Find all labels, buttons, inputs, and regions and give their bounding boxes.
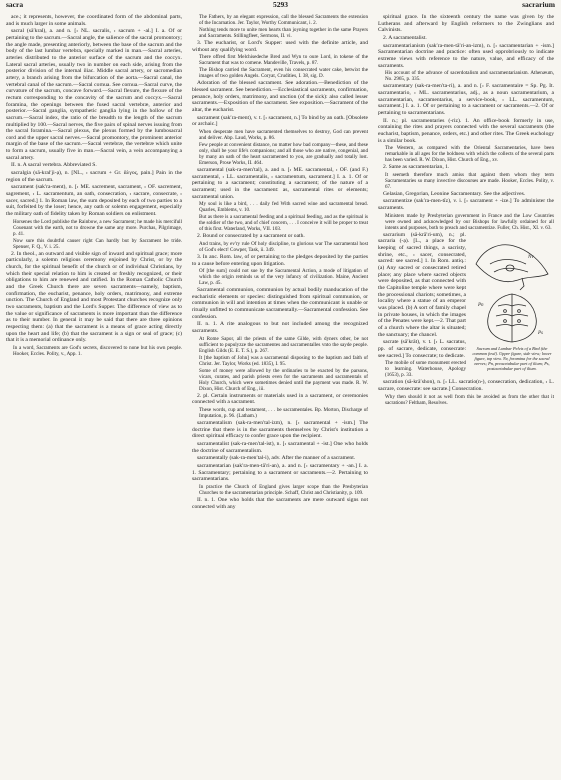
entry-text: sacrate (sā′krāt), v. t. [‹ L. sacratus, pp. of sacrare, dedicate, consecrate: see sacred.] To consecrate; to dedicate.: [378, 339, 466, 359]
entry-text: sacrament (sak′ra-ment), n. [‹ ME. sacrement, sacrament, ‹ OF. sacrement, sagrement, ‹ L. sacramentum, an oath, consecration, ‹ sacrare, consecrate, ‹ sacer, sacred.] 1. In Roman law, the sum deposited by each of two parties to a suit, forfeited by the loser; hence, any oath or solemn engagement, especially the military oath of fidelity taken by Roman soldiers on enlistment.: [6, 184, 182, 218]
quotation: When desperate men have sacramented themselves to destroy, God can prevent and deliver. Abp. Laud, Works, p. 86.: [199, 128, 368, 141]
entry-text: spiritual grace. In the sixteenth century the name was given by the Lutherans and afterward by English reformers to the Zwinglians and Calvinists.: [378, 14, 554, 34]
entry-text: 3. In anc. Rom. law, of or pertaining to the pledges deposited by the parties to a cause before entering upon litigation.: [192, 253, 368, 267]
entry-text: sacrament (sak′ra-ment), v. t. [‹ sacrament, n.] To bind by an oath. [Obsolete or archaic.]: [192, 114, 368, 128]
entry-text: 2. Bound or consecrated by a sacrament or oath.: [197, 233, 305, 240]
entry-text: 2. pl. Certain instruments or materials used in a sacrament, or ceremonies connected with a sacrament.: [192, 392, 368, 406]
entry-text: Adoration of the blessed sacrament. See adoration.—Benediction of the blessed sacrament. See benediction.—Ecclesiastical sacraments, confirmation, penance, holy orders, matrimony, and unction (of the sick): also called lesser sacraments.—Exposition of the sacrament. See exposition.—Sacrament of the altar, the eucharist.: [192, 80, 368, 113]
entry-text: sacramentize (sak′ra-men-tīz), v. i. [‹ sacrament + -ize.] To administer the sacraments.: [378, 198, 554, 212]
quotation: The mobile of some monument erected to learning. Waterhouse, Apology (1653), p. 33.: [385, 360, 466, 379]
quotation: His account of the advance of sacerdotalism and sacramentarianism. Athenæum, No. 2965, p. 335.: [385, 70, 554, 83]
entry-text: sacramentarian (sak′ra-men-tā′ri-an), a. and n. [‹ sacramentary + -an.] I. a. 1. Sacramentary; pertaining to a sacrament or sacraments.—2. Pertaining to sacramentarians.: [192, 463, 368, 483]
sacrum-side-view: [476, 245, 548, 290]
entry-text: sacral (sā′kral), a. and n. [‹ NL. sacralis, ‹ sacrum + -al.] I. a. Of or pertaining to the sacrum.—Sacral angle, the salience of the sacral promontory; the angle made, presenting anteriorly, between the base of the sacrum and the body of the last lumbar vertebra, specially marked in man.—Sacral arteries, arteries distributed to the anterior surface of the sacrum and the coccyx. Lateral sacral arteries, usually two in number on each side, arising from the posterior division of the internal iliac. Middle sacral artery, or sacromedian artery, a branch arising from the bifurcation of the aorta.—Sacral canal, the vertebral canal of the sacrum.—Sacral cornua. See cornua.—Sacral curve, the curvature of the sacrum, concave forward.—Sacral flexure, the flexure of the rectum corresponding to the concavity of the sacrum and coccyx.—Sacral foramina, the openings between the fused sacral vertebræ, anterior and posterior.—Sacral ganglia, sympathetic ganglia lying in the hollow of the sacrum.—Sacral index, the ratio of the breadth to the length of the sacrum multiplied by 100.—Sacral nerves, the five pairs of spinal nerves issuing from the sacral foramina.—Sacral plexus, the plexus formed by the lumbosacral cord and the upper sacral nerves.—Sacral promontory, the prominent anterior margin of the base of the sacrum.—Sacral vertebræ, the vertebræ which unite to form a sacrum, usually five in man.—Sacral vein, a vein accompanying a sacral artery.: [6, 28, 182, 161]
page-number: 5293: [273, 0, 288, 9]
quotation: There offred first Melchisedeche Bred and Wyn to oure Lord, in tokene of the Sacrament that was to comene. Mandeville, Travels, p. 87.: [199, 54, 368, 67]
entry-text: 3. The eucharist, or Lord's Supper: used with the definite article, and without any qualifying word.: [192, 40, 368, 53]
sacrum-top-view: [488, 294, 537, 342]
entry-text: II. n.; pl. sacramentaries (-riz). 1. An office-book formerly in use, containing the rites and prayers connected with the several sacraments (the eucharist, baptism, penance, orders, etc.) and other rites. The Greek euchology is a similar book.: [378, 117, 554, 144]
quotation: The Western, as compared with the Oriental Sacramentaries, have been remarkable in all ages for the boldness with which the collects of the several parts has been varied. R. W. Dixon, Hist. Church of Eng., xv.: [385, 145, 554, 164]
quotation: The Fathers, by an elegant expression, call the blessed Sacraments the extension of the Incarnation. Jer. Taylor, Worthy Communicant, i. 2.: [199, 14, 368, 26]
quotation: Ministers made by Presbyterian government in France and the Low Countries were owned and acknowledged by our Bishops for lawfully ordained for all intents and purposes, both to preach and sacramentize. Fuller, Ch. Hist., XI. v. 63.: [385, 212, 554, 231]
quotation: Horsenes the Lord publishe the Rainbow, a new Sacrament; he made his mercifull Couenant with the earth, not to drowne the same any more. Purchas, Pilgrimage, p. 41.: [13, 218, 182, 237]
label-nv: Nv: [528, 254, 534, 260]
entry-text: sacration (sā-krā′shon), n. [‹ LL. sacratio(n-), consecration, dedication, ‹ L. sacrare, consecrate: see sacrate.] Consecration.: [378, 379, 554, 392]
sacrum-illustration: [470, 234, 554, 371]
entry-text: 2. In theol., an outward and visible sign of inward and spiritual grace; more particularly, a solemn religious ceremony enjoined by Christ, or by the church, for the spiritual benefit of the church or of individual Christians, by which their special relation to him is created or freshly recognized, or their obligations to him are renewed and ratified. In the Roman Catholic Church and the Greek Church there are seven sacraments—namely, baptism, confirmation, the eucharist, penance, holy orders, matrimony, and extreme unction. The Church of England and most Protestant churches recognize only two sacraments, baptism and the Lord's Supper. The difference of view as to the value or significance of sacraments is more important than the difference as to their number. In general it may be said that there are three opinions respecting them: (a) that the sacrament is a means of grace acting directly upon the heart and life; (b) that the sacrament is a sign or seal of grace; (c) that it is a memorial ordinance only.: [6, 250, 182, 344]
entry-text: sacramentally (sak-ra-men′tal-i), adv. After the manner of a sacrament.: [197, 455, 356, 462]
column-middle: [192, 14, 368, 776]
entry-text: sacramentarianism (sak′ra-men-tā′ri-an-izm), n. [‹ sacramentarian + -ism.] Sacramentarian doctrine and practice: often used opprobriously to indicate extreme views with reference to the nature, value, and efficacy of the sacraments.: [378, 42, 554, 69]
running-header: [6, 2, 555, 12]
label-ps: Ps: [538, 330, 543, 336]
quotation: In a word, Sacraments are God's secrets, discovered to none but his own people. Hooker, Eccles. Polity, v., App. 1.: [13, 344, 182, 357]
column-right: [378, 14, 554, 776]
entry-text: II. n. A sacral vertebra. Abbreviated S.: [11, 162, 97, 169]
entry-text: sacramentalism (sak-ra-men′tal-izm), n. [‹ sacramental + -ism.] The doctrine that there is in the sacraments themselves by Christ's institution a direct spiritual efficacy to confer grace upon the recipient.: [192, 420, 368, 440]
sacrum-drawing: [470, 234, 554, 346]
quotation: My soul is like a bird, . . . daily fed With sacred wine and sacramental bread. Quarles, Emblems, v. 10.: [199, 201, 368, 214]
entry-text: sacramentalist (sak-ra-men′tal-ist), n. [‹ sacramental + -ist.] One who holds the doctrine of sacramentalism.: [192, 441, 368, 454]
quotation: But as there is a sacramental feeding and a spiritual feeding, and as the spiritual is the soldier of the two, and of chief concern, . . . I conceive it will be proper to treat of this first. Waterland, Works, VII. 103.: [199, 214, 368, 233]
quotation: It seemeth therefore much amiss that against them whom they term Sacramentaries so many invective discourses are made. Hooker, Eccles. Polity, v. 67.: [385, 171, 554, 190]
column-left: [6, 14, 182, 776]
entry-text: ace.; it represents, however, the coordinated form of the abdominal parts, and is much larger in some animals.: [6, 14, 182, 27]
entry-text: sacralgia (sā-kral′ji-ạ), n. [NL., ‹ sacrum + Gr. ἄλγος, pain.] Pain in the region of the sacrum.: [6, 170, 182, 183]
quotation: At Rome Sapor, all the priests of the same Gilde, with dyners other, be not sufficient to pupulyzze the sacramentes and sacramentalles vnto the sayde people. English Gilds (E. E. T. S.), p. 267.: [199, 335, 368, 354]
quotation: Of [the sum] could not sue by the Sacramental Action, a mode of litigation of which the origin reminds us of the very infancy of civilization. Maine, Ancient Law, p. 45.: [199, 268, 368, 287]
guideword-right: sacrarium: [522, 0, 555, 9]
quotation: The Bishop carried the Sacrament, even his consecrated water cake, betwixt the images of two golden Angels. Coryat, Crudities, I. 38, sig. D.: [199, 67, 368, 80]
quotation: Now sure this doubtful causer right Can hardly but by Sacrament be tride. Spenser, F. Q., V. i. 25.: [13, 237, 182, 250]
entry-text: sacramental (sak-ra-men′tal), a. and n. [‹ ME. sacramental, ‹ OF. (and F.) sacramental, ‹ LL. sacramentalis, ‹ sacramentum, sacrament.] I. a. 1. Of or pertaining to a sacrament; constituting a sacrament; of the nature of a sacrament; used in the sacrament: as, sacramental rites or elements; sacramental union.: [192, 166, 368, 200]
entry-text: sacramentary (sak-ra-men′ta-ri), a. and n. [‹ F. sacramentaire = Sp. Pg. It. sacramentario, ‹ ML. sacramentarius, adj., as a noun sacramentarium, a sacramentarian, sacramentarius, a service-book, ‹ LL. sacramentum, sacrament.] I. a. 1. Of or pertaining to a sacrament or sacraments.—2. Of or pertaining to sacramentarians.: [378, 83, 554, 116]
label-pn: Pn: [478, 302, 484, 308]
entry-text: 2. A sacramentalist.: [383, 34, 427, 41]
quotation: Some of money were allowed by the ordinaries to be exacted by the parsons, vicars, curates, and parish priests even for the sacraments and sacramentals of Holy Church, which were sometimes denied until the payment was made. R. W. Dixon, Hist. Church of Eng., iii.: [199, 367, 368, 392]
entry-text: 2. Same as sacramentarian, 1.: [383, 164, 450, 171]
entry-text: II. n. 1. One who holds that the sacraments are mere outward signs not connected with any: [192, 496, 368, 510]
quotation: These words, cup and testament, . . . be sacramentales. Bp. Morton, Discharge of Imputation, p. 96. (Latham.): [199, 407, 368, 420]
guideword-left: sacra: [6, 0, 24, 9]
quotation: In practice the Church of England gives larger scope than the Presbyterian Churches to the sacramentarian principle. Schaff, Christ and Christianity, p. 109.: [199, 483, 368, 496]
entry-text: II. n. 1. A rite analogous to but not included among the recognized sacraments.: [192, 321, 368, 335]
entry-text: Sacramental communion, communion by actual bodily manducation of the eucharistic elements or species: distinguished from spiritual communion, or communion in will and intention at times when the communicant is unable or ritually unfitted to communicate sacramentally.—Sacramental confession. See confession.: [192, 287, 368, 320]
quotation: Nothing tends more to unite men hearts than joyning together in the same Prayers and Sacraments. Stillingfleet, Sermons, II. vi.: [199, 27, 368, 39]
quotation: And trains, by ev'ry rule Of holy discipline, to glorious war The sacramental host of God's elect! Cowper, Task, ii. 349.: [199, 240, 368, 253]
entry-text: sacrarium (sā-krā′ri-um), n.; pl. sacraria (-ạ). [L., a place for the keeping of sacred things, a sacristy, shrine, etc., ‹ sacer, consecrated, sacred: see sacred.] 1. In Rom. antiq.: (a) Any sacred or consecrated retired place; any place where sacred objects were deposited, as that connected with the Capitoline temple where were kept the processional chariots; sometimes, a locality where a statue of an emperor was placed. (b) A sort of family chapel in private houses, in which the images of the Penates were kept.—2. That part of a church where the altar is situated; the sanctuary; the chancel.: [378, 231, 466, 338]
quotation: It [the baptism of John] was a sacramental disposing to the baptism and faith of Christ. Jer. Taylor, Works (ed. 1835), I. 95.: [199, 354, 368, 367]
figure-caption: Sacrum and Lumbar Pelvis of a Bird (the common fowl). Upper figure, side view; lower figure, top view. Nv, foramina for the sacral nerves; Pn, preacetabular part of ilium; Ps, postacetabular part of ilium.: [472, 345, 552, 371]
entry-text: Gelasian, Gregorian, Leonine Sacramentary. See the adjectives.: [383, 190, 526, 197]
quotation: Why then should it not as well from this be avoided as from the other that it sacrations? Feltham, Resolves.: [385, 393, 554, 406]
quotation: Few people at convenient distance, no matter how bad company—these, and these only, shall be your life's companions; and all those who are native, congenial, and by many an oath of the heart sacramented to you, are gradually and totally lost. Emerson, Prose Works, II. 464.: [199, 141, 368, 166]
